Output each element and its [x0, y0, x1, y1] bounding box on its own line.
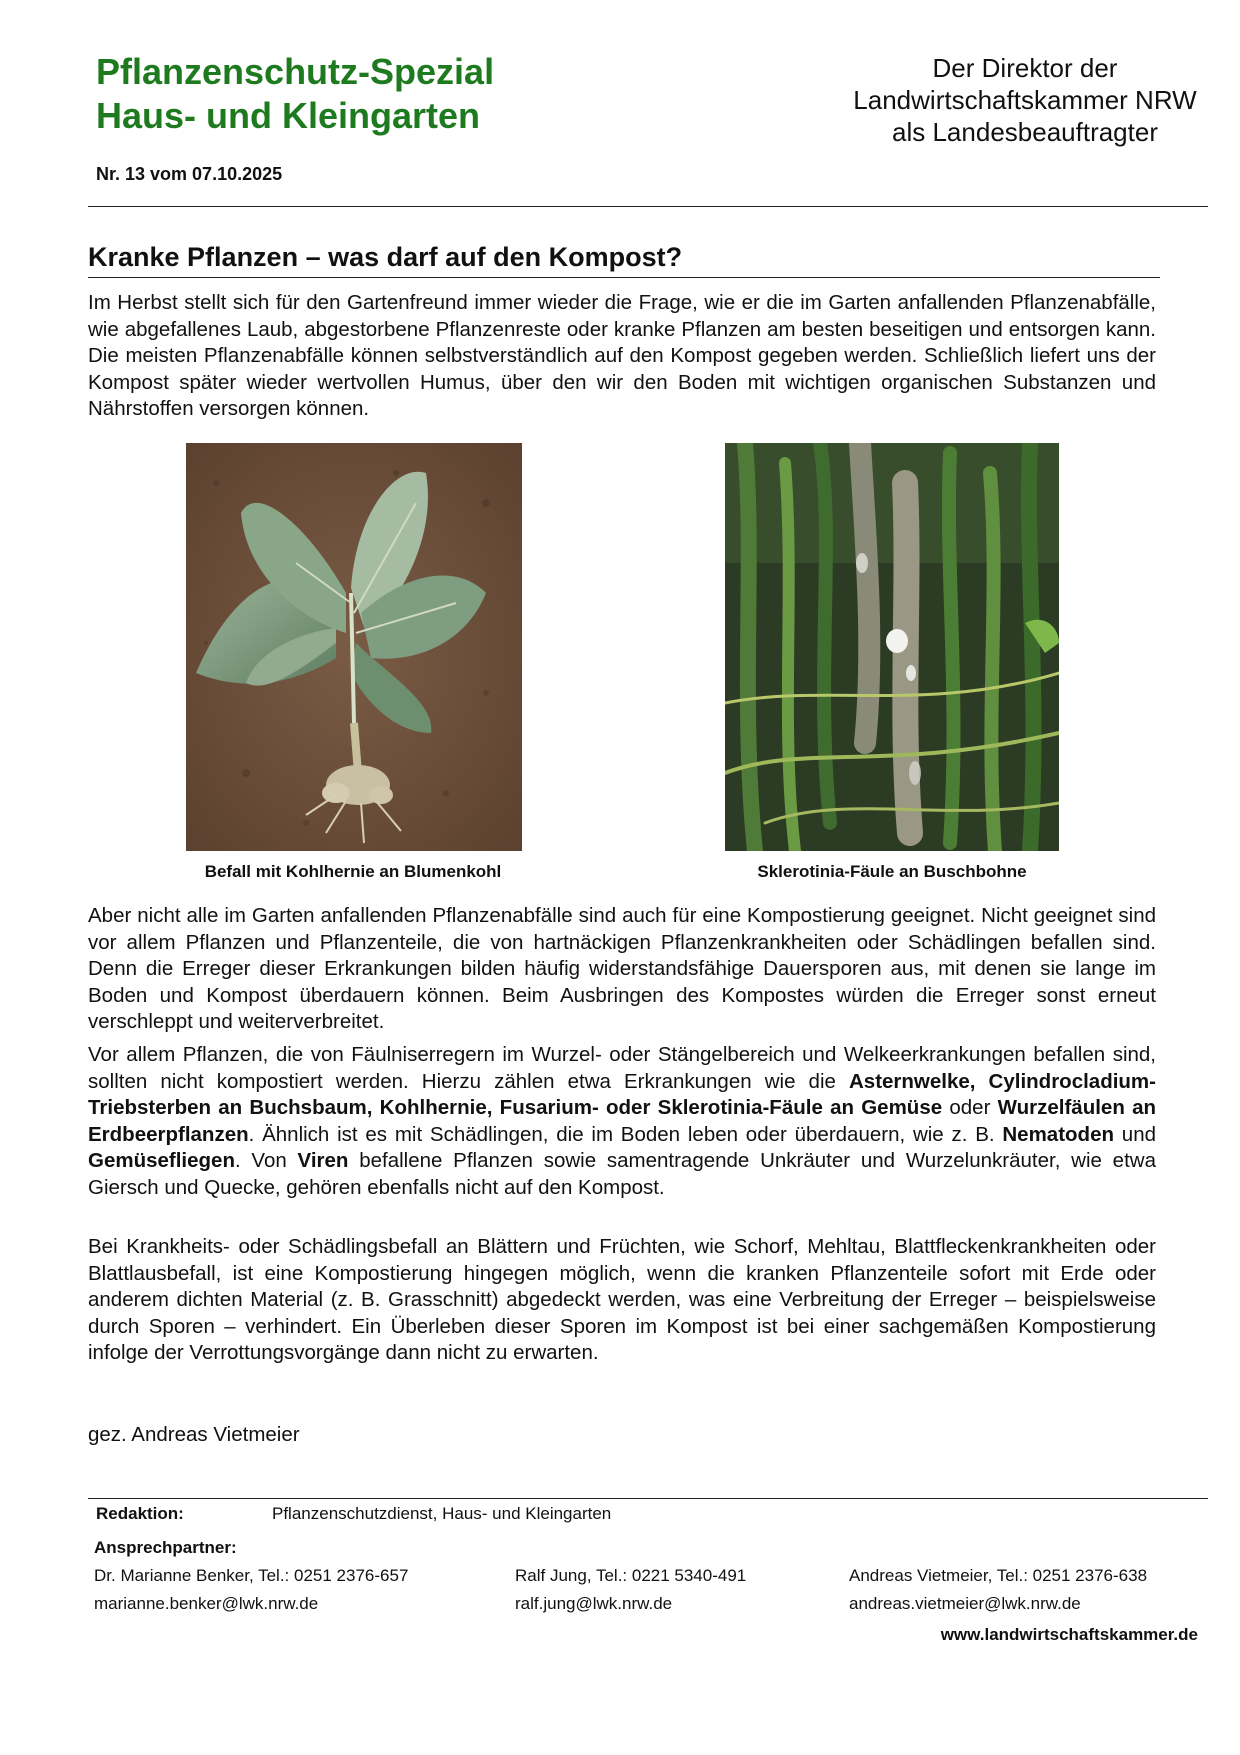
caption-right: Sklerotinia-Fäule an Buschbohne [757, 862, 1027, 881]
contact-jung-phone: Ralf Jung, Tel.: 0221 5340-491 [515, 1566, 747, 1585]
para3-text-3: . Ähnlich ist es mit Schädlingen, die im Boden leben oder überdauern, wie z. B. [248, 1122, 1003, 1146]
issue-number: Nr. 13 vom 07.10.2025 [96, 164, 283, 184]
caption-left: Befall mit Kohlhernie an Blumenkohl [204, 862, 502, 881]
intro-paragraph: Im Herbst stellt sich für den Gartenfreund immer wieder die Frage, wie er die im Garten anfallenden Pflanzenabfälle, wie abgefallenes Laub, abgestorbene Pflanzenreste oder kranke Pflanzen am besten beseitigen und entsorgen kann. Die meisten Pflanzenabfälle können selbstverständlich auf den Kompost gegeben werden. Schließlich liefert uns der Kompost später wieder wertvollen Humus, über den wir den Boden mit wichtigen organischen Substanzen und Nährstoffen versorgen können. [88, 291, 1156, 420]
para3-bold-1: Asternwelke, Cylindrocladium-Triebsterben an Buchsbaum, Kohlhernie, Fusarium- oder Sklerotinia-Fäule an Gemüse [88, 1069, 1156, 1119]
paragraph-2: Aber nicht alle im Garten anfallenden Pflanzenabfälle sind auch für eine Kompostierung geeignet. Nicht geeignet sind vor allem Pflanzen und Pflanzenteile, die von hartnäckigen Pflanzenkrankheiten oder Schädlingen befallen sind. Denn die Erreger dieser Erkrankungen bilden häufig widerstandsfähige Dauersporen aus, mit denen sie lange im Boden und Kompost überdauern können. Beim Ausbringen des Kompostes würden die Erreger sonst erneut verschleppt und weiterverbreitet. [88, 904, 1156, 1033]
contact-benker-phone: Dr. Marianne Benker, Tel.: 0251 2376-657 [94, 1566, 409, 1585]
cauliflower-photo [186, 443, 522, 851]
para3-text-2: oder [942, 1096, 998, 1119]
contact-benker-email[interactable]: marianne.benker@lwk.nrw.de [94, 1594, 319, 1613]
para3-bold-2: Wurzelfäulen an Erdbeerpflanzen [88, 1096, 1156, 1146]
contact-vietmeier-phone: Andreas Vietmeier, Tel.: 0251 2376-638 [849, 1566, 1148, 1585]
bean-photo [725, 443, 1059, 851]
para3-bold-5: Viren [297, 1149, 349, 1172]
director-line-1: Der Direktor der [932, 53, 1118, 83]
redaktion-label: Redaktion: [96, 1504, 184, 1523]
para3-bold-3: Nematoden [1002, 1122, 1115, 1146]
paragraph-3 [88, 1042, 1156, 1201]
redaktion-value: Pflanzenschutzdienst, Haus- und Kleingarten [272, 1504, 612, 1523]
para3-bold-4: Gemüsefliegen [88, 1149, 235, 1172]
footer-divider [88, 1498, 1208, 1499]
header-divider [88, 206, 1208, 207]
website-link[interactable]: www.landwirtschaftskammer.de [940, 1625, 1198, 1644]
signature: gez. Andreas Vietmeier [88, 1423, 300, 1446]
para3-text-4: und [1114, 1122, 1156, 1146]
director-block [835, 52, 1215, 148]
contact-benker [94, 1565, 408, 1615]
para3-text-5: . Von [234, 1149, 298, 1172]
contact-jung [515, 1565, 746, 1615]
contact-vietmeier [849, 1565, 1147, 1615]
image-cauliflower-clubroot [186, 443, 522, 851]
article-headline: Kranke Pflanzen – was darf auf den Kompost? [88, 242, 683, 272]
page-title [96, 50, 494, 138]
contacts-label: Ansprechpartner: [94, 1538, 237, 1557]
director-line-2: Landwirtschaftskammer NRW [853, 85, 1197, 115]
headline-underline [88, 277, 1160, 278]
para3-text-6: befallene Pflanzen sowie samentragende Unkräuter und Wurzelunkräuter, wie etwa Giersch und Quecke, gehören ebenfalls nicht auf den Kompost. [88, 1149, 1156, 1199]
title-line-2: Haus- und Kleingarten [96, 95, 481, 136]
para3-text-1: Vor allem Pflanzen, die von Fäulniserregern im Wurzel- oder Stängelbereich und Welkeerkrankungen befallen sind, sollten nicht kompostiert werden. Hierzu zählen etwa Erkrankungen wie die [88, 1043, 1156, 1093]
contact-jung-email[interactable]: ralf.jung@lwk.nrw.de [515, 1594, 673, 1613]
title-line-1: Pflanzenschutz-Spezial [96, 51, 495, 92]
director-line-3: als Landesbeauftragter [892, 117, 1158, 147]
paragraph-4: Bei Krankheits- oder Schädlingsbefall an Blättern und Früchten, wie Schorf, Mehltau, Blattfleckenkrankheiten oder Blattlausbefall, ist eine Kompostierung hingegen möglich, wenn die kranken Pflanzenteile sofort mit Erde oder anderem dichten Material (z. B. Grasschnitt) abgedeckt werden, was eine Verbreitung der Erreger – beispielsweise durch Sporen – verhindert. Ein Überleben dieser Sporen im Kompost ist bei einer sachgemäßen Kompostierung infolge der Verrottungsvorgänge dann nicht zu erwarten. [88, 1235, 1156, 1364]
image-bean-sclerotinia [725, 443, 1059, 851]
contact-vietmeier-email[interactable]: andreas.vietmeier@lwk.nrw.de [849, 1594, 1081, 1613]
